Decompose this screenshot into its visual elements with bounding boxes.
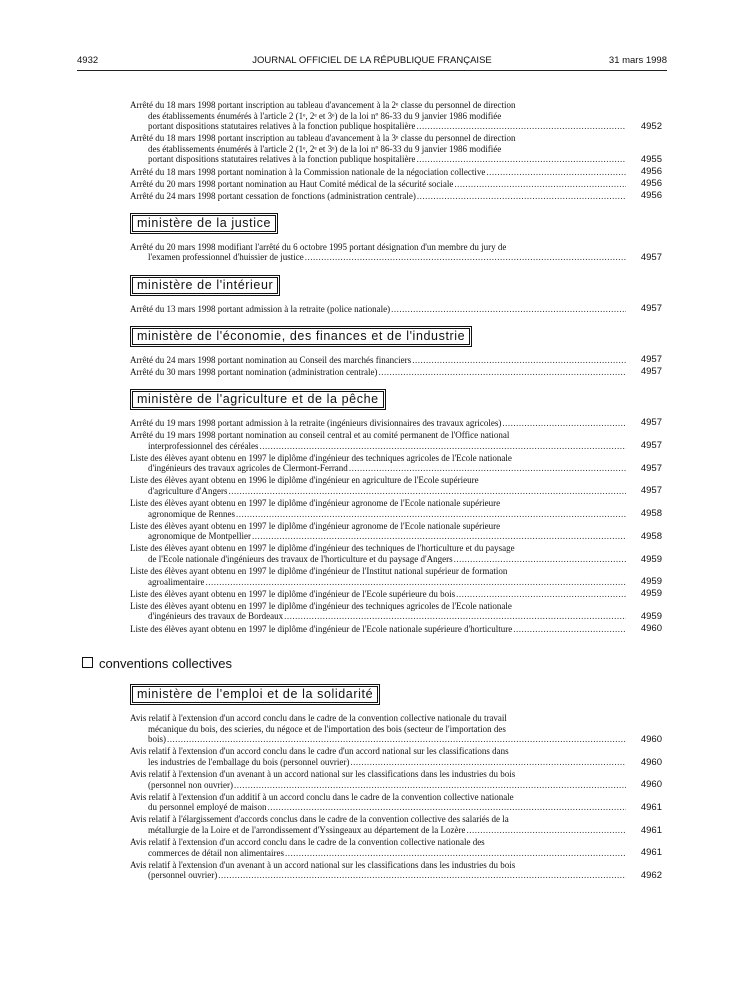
toc-entry-line [130,167,626,178]
toc-page-number: 4957 [640,354,662,366]
toc-entry-line [130,191,626,202]
toc-entry-text: portant dispositions statutaires relatives à la fonction publique hospitalière [148,154,416,165]
toc-page-number: 4961 [640,801,662,813]
dot-leader [454,179,626,190]
toc-entry-line [130,367,626,378]
economie-entries [130,355,662,378]
header-rule [77,70,667,71]
toc-entry-text: Liste des élèves ayant obtenu en 1997 le diplôme d'ingénieur agronome de l'Ecole nationale supérieure [130,497,501,508]
toc-entry-text: Arrêté du 18 mars 1998 portant inscription au tableau d'avancement à la 3ᵉ classe du personnel de direction [130,133,516,144]
dot-leader [285,848,626,859]
toc-entry-line [130,355,626,366]
dot-leader [218,870,626,881]
toc-entry-text: Arrêté du 19 mars 1998 portant admission à la retraite (ingénieurs divisionnaires des travaux agricoles) [130,417,502,428]
dot-leader [466,825,626,836]
toc-entry-line [130,521,626,532]
toc-entry-line [130,601,626,612]
journal-title: JOURNAL OFFICIEL DE LA RÉPUBLIQUE FRANÇAISE [252,55,492,66]
toc-page-number: 4959 [640,611,662,622]
toc-page-number: 4960 [640,733,662,745]
toc-entry-line [130,154,626,165]
toc-entry-line [130,498,626,509]
toc-entry-text: Avis relatif à l'élargissement d'accords conclus dans le cadre de la convention collective des salariés de la [130,814,509,825]
toc-page-number: 4952 [640,120,662,132]
dot-leader [456,589,626,600]
toc-entry [130,475,662,496]
toc-entry-line [130,418,626,429]
toc-entry [130,304,662,315]
toc-entry [130,498,662,519]
toc-entry [130,589,662,600]
justice-entries [130,242,662,263]
conventions-section-heading [82,656,662,671]
toc-entry [130,624,662,635]
toc-entry-line [130,531,626,542]
toc-entry-line [130,792,626,803]
toc-page-number: 4957 [640,485,662,497]
dot-leader [350,757,626,768]
toc-entry-text: Liste des élèves ayant obtenu en 1997 le diplôme d'ingénieur de l'Ecole nationale supérieure d'horticulture [130,623,513,634]
toc-entry-text: (personnel ouvrier) [148,870,218,881]
toc-entry [130,167,662,178]
toc-page-number: 4958 [640,530,662,542]
toc-entry-text: des établissements énumérés à l'article 2 (1ᵉ, 2ᵉ et 3ᵉ) de la loi nº 86-33 du 9 janvier 1986 modifiée [148,143,502,154]
toc-entry-line [130,837,626,848]
toc-entry-text: d'ingénieurs des travaux de Bordeaux [148,611,284,622]
toc-entry [130,100,662,132]
toc-entry-text: bois) [148,734,166,745]
toc-entry-text: interprofessionnel des céréales [148,440,259,451]
toc-entry-text: Liste des élèves ayant obtenu en 1996 le diplôme d'ingénieur en agriculture de l'Ecole supérieure [130,475,479,486]
toc-entry-text: Liste des élèves ayant obtenu en 1997 le diplôme d'ingénieur des techniques agricoles de l'Ecole nationale [130,452,512,463]
toc-entry [130,860,662,881]
toc-entry [130,367,662,378]
dot-leader [234,780,626,791]
dot-leader [167,734,626,745]
toc-entry [130,543,662,564]
toc-entry-line [130,780,626,791]
toc-entry [130,355,662,366]
toc-page-number: 4955 [640,154,662,166]
toc-entry-line [130,509,626,520]
toc-entry-text: Avis relatif à l'extension d'un additif à un accord conclu dans le cadre de la convention collective nationale [130,791,514,802]
toc-entry-text: l'examen professionnel d'huissier de justice [148,252,304,263]
page-header [77,55,667,69]
toc-entry-text: Avis relatif à l'extension d'un accord conclu dans le cadre d'un accord national sur les classifications dans [130,746,509,757]
toc-entry-line [130,486,626,497]
toc-entry-line [130,566,626,577]
toc-page-number: 4957 [640,417,662,429]
toc-entry-text: agronomique de Montpellier [148,531,251,542]
toc-entry-text: d'ingénieurs des travaux agricoles de Clermont-Ferrand [148,463,348,474]
toc-entry [130,713,662,745]
toc-entry-line [130,133,626,144]
toc-entry-line [130,554,626,565]
toc-page-number: 4959 [640,576,662,588]
toc-entry-line [130,242,626,253]
agriculture-entries [130,418,662,634]
toc-entry-text: mécanique du bois, des scieries, du négoce et de l'importation des bois (secteur de l'importation des [148,723,506,734]
toc-entry-text: de l'Ecole nationale d'ingénieurs des travaux de l'horticulture et du paysage d'Angers [148,553,453,564]
toc-page-number: 4956 [640,178,662,190]
toc-entry-line [130,100,626,111]
dot-leader [252,531,626,542]
toc-entry-line [130,463,626,474]
toc-entry-text: portant dispositions statutaires relatives à la fonction publique hospitalière [148,121,416,132]
toc-entry-line [130,179,626,190]
toc-entry-text: Arrêté du 24 mars 1998 portant cessation de fonctions (administration centrale) [130,190,416,201]
toc-entry [130,191,662,202]
emploi-entries [130,713,662,881]
dot-leader [267,802,626,813]
toc-entry-line [130,713,626,724]
checkbox-square-icon [82,657,93,668]
ministry-justice-heading: ministère de la justice [132,215,276,232]
toc-page-number: 4958 [640,508,662,520]
toc-entry-text: les industries de l'emballage du bois (personnel ouvrier) [148,756,350,767]
toc-entry-line [130,111,626,122]
table-of-contents [99,100,662,883]
toc-entry-text: Liste des élèves ayant obtenu en 1997 le diplôme d'ingénieur de l'Institut national supérieur de formation [130,566,508,577]
toc-entry-text: Arrêté du 24 mars 1998 portant nomination au Conseil des marchés financiers [130,354,412,365]
toc-entry-text: Avis relatif à l'extension d'un accord conclu dans le cadre de la convention collective nationale du travail [130,713,507,724]
dot-leader [391,304,626,315]
toc-entry-line [130,543,626,554]
toc-entry-text: agronomique de Rennes [148,508,235,519]
toc-entry-text: Arrêté du 20 mars 1998 portant nomination au Haut Comité médical de la sécurité sociale [130,178,454,189]
toc-entry [130,453,662,474]
toc-entry-line [130,825,626,836]
toc-entry-line [130,802,626,813]
interieur-entries [130,304,662,315]
toc-entry [130,179,662,190]
toc-entry-text: Arrêté du 18 mars 1998 portant inscription au tableau d'avancement à la 2ᵉ classe du personnel de direction [130,100,516,110]
toc-entry-line [130,757,626,768]
toc-entry [130,133,662,165]
toc-entry-line [130,589,626,600]
toc-entry-text: Arrêté du 20 mars 1998 modifiant l'arrêté du 6 octobre 1995 portant désignation d'un membre du jury de [130,241,507,252]
ministry-interieur-heading: ministère de l'intérieur [132,277,278,294]
top-entries [130,100,662,201]
page-number: 4932 [77,55,99,66]
toc-entry [130,242,662,263]
toc-entry [130,746,662,767]
toc-entry-line [130,453,626,464]
ministry-emploi-heading: ministère de l'emploi et de la solidarité [132,686,378,703]
dot-leader [417,191,626,202]
toc-entry-line [130,860,626,871]
toc-entry-text: commerces de détail non alimentaires [148,847,284,858]
toc-page-number: 4959 [640,588,662,600]
toc-entry-text: agroalimentaire [148,576,205,587]
toc-entry-text: métallurgie de la Loire et de l'arrondissement d'Yssingeaux au département de la Lozère [148,825,466,836]
conventions-title: conventions collectives [99,656,232,672]
toc-page-number: 4956 [640,190,662,202]
toc-page-number: 4957 [640,252,662,264]
toc-entry-line [130,430,626,441]
toc-entry-text: d'agriculture d'Angers [148,485,228,496]
dot-leader [416,154,626,165]
ministry-agriculture-heading: ministère de l'agriculture et de la pêche [132,391,384,408]
issue-date: 31 mars 1998 [608,55,667,66]
toc-page-number: 4957 [640,440,662,452]
toc-entry-line [130,441,626,452]
toc-entry-text: Liste des élèves ayant obtenu en 1997 le diplôme d'ingénieur des techniques de l'horticulture et du paysage [130,543,515,554]
dot-leader [416,121,626,132]
dot-leader [305,252,626,263]
toc-entry-text: Liste des élèves ayant obtenu en 1997 le diplôme d'ingénieur de l'Ecole supérieure du bois [130,588,456,599]
toc-entry [130,418,662,429]
dot-leader [502,418,626,429]
toc-page-number: 4959 [640,553,662,565]
ministry-economie-heading: ministère de l'économie, des finances et de l'industrie [132,328,470,345]
toc-entry-text: Avis relatif à l'extension d'un avenant à un accord national sur les classifications dans les industries du bois [130,769,516,780]
dot-leader [378,367,626,378]
toc-entry [130,769,662,790]
toc-entry-text: Avis relatif à l'extension d'un avenant à un accord national sur les classifications dans les industries du bois [130,859,516,870]
toc-entry-line [130,769,626,780]
toc-entry-text: Arrêté du 19 mars 1998 portant nomination au conseil central et au comité permanent de l'Office national [130,429,510,440]
toc-entry-line [130,724,626,735]
toc-page-number: 4961 [640,847,662,859]
dot-leader [259,441,626,452]
toc-entry-line [130,814,626,825]
toc-entry-text: Arrêté du 13 mars 1998 portant admission à la retraite (police nationale) [130,303,391,314]
toc-entry-text: du personnel employé de maison [148,802,267,813]
toc-entry [130,566,662,587]
dot-leader [486,167,626,178]
toc-entry-line [130,734,626,745]
toc-entry-line [130,252,626,263]
dot-leader [205,577,626,588]
toc-entry [130,837,662,858]
toc-entry [130,814,662,835]
dot-leader [349,463,626,474]
toc-entry-text: (personnel non ouvrier) [148,779,233,790]
dot-leader [284,611,626,622]
toc-entry-line [130,577,626,588]
toc-entry-line [130,475,626,486]
toc-entry [130,601,662,622]
toc-entry [130,792,662,813]
dot-leader [454,554,626,565]
toc-entry-text: Arrêté du 30 mars 1998 portant nomination (administration centrale) [130,366,378,377]
dot-leader [236,509,626,520]
dot-leader [412,355,626,366]
toc-entry-text: Avis relatif à l'extension d'un accord conclu dans le cadre de la convention collective nationale des [130,837,485,848]
toc-entry-text: Liste des élèves ayant obtenu en 1997 le diplôme d'ingénieur agronome de l'Ecole nationale supérieure [130,520,501,531]
toc-entry-line [130,304,626,315]
toc-page-number: 4956 [640,166,662,178]
toc-entry-line [130,121,626,132]
toc-page-number: 4960 [640,623,662,635]
toc-entry [130,430,662,451]
toc-page-number: 4957 [640,366,662,378]
toc-page-number: 4962 [640,870,662,881]
toc-entry-line [130,624,626,635]
dot-leader [513,624,626,635]
toc-entry-text: Liste des élèves ayant obtenu en 1997 le diplôme d'ingénieur des techniques agricoles de l'Ecole nationale [130,600,512,611]
toc-entry-line [130,611,626,622]
toc-entry-line [130,870,626,881]
toc-page-number: 4957 [640,462,662,474]
toc-page-number: 4961 [640,824,662,836]
toc-entry-line [130,746,626,757]
toc-entry-line [130,144,626,155]
dot-leader [228,486,626,497]
toc-entry-line [130,848,626,859]
toc-entry-text: Arrêté du 18 mars 1998 portant nomination à la Commission nationale de la négociation collective [130,166,486,177]
toc-page-number: 4960 [640,756,662,768]
toc-entry-text: des établissements énumérés à l'article 2 (1ᵉ, 2ᵉ et 3ᵉ) de la loi nº 86-33 du 9 janvier 1986 modifiée [148,110,502,121]
toc-page-number: 4960 [640,779,662,791]
toc-page-number: 4957 [640,303,662,315]
toc-entry [130,521,662,542]
